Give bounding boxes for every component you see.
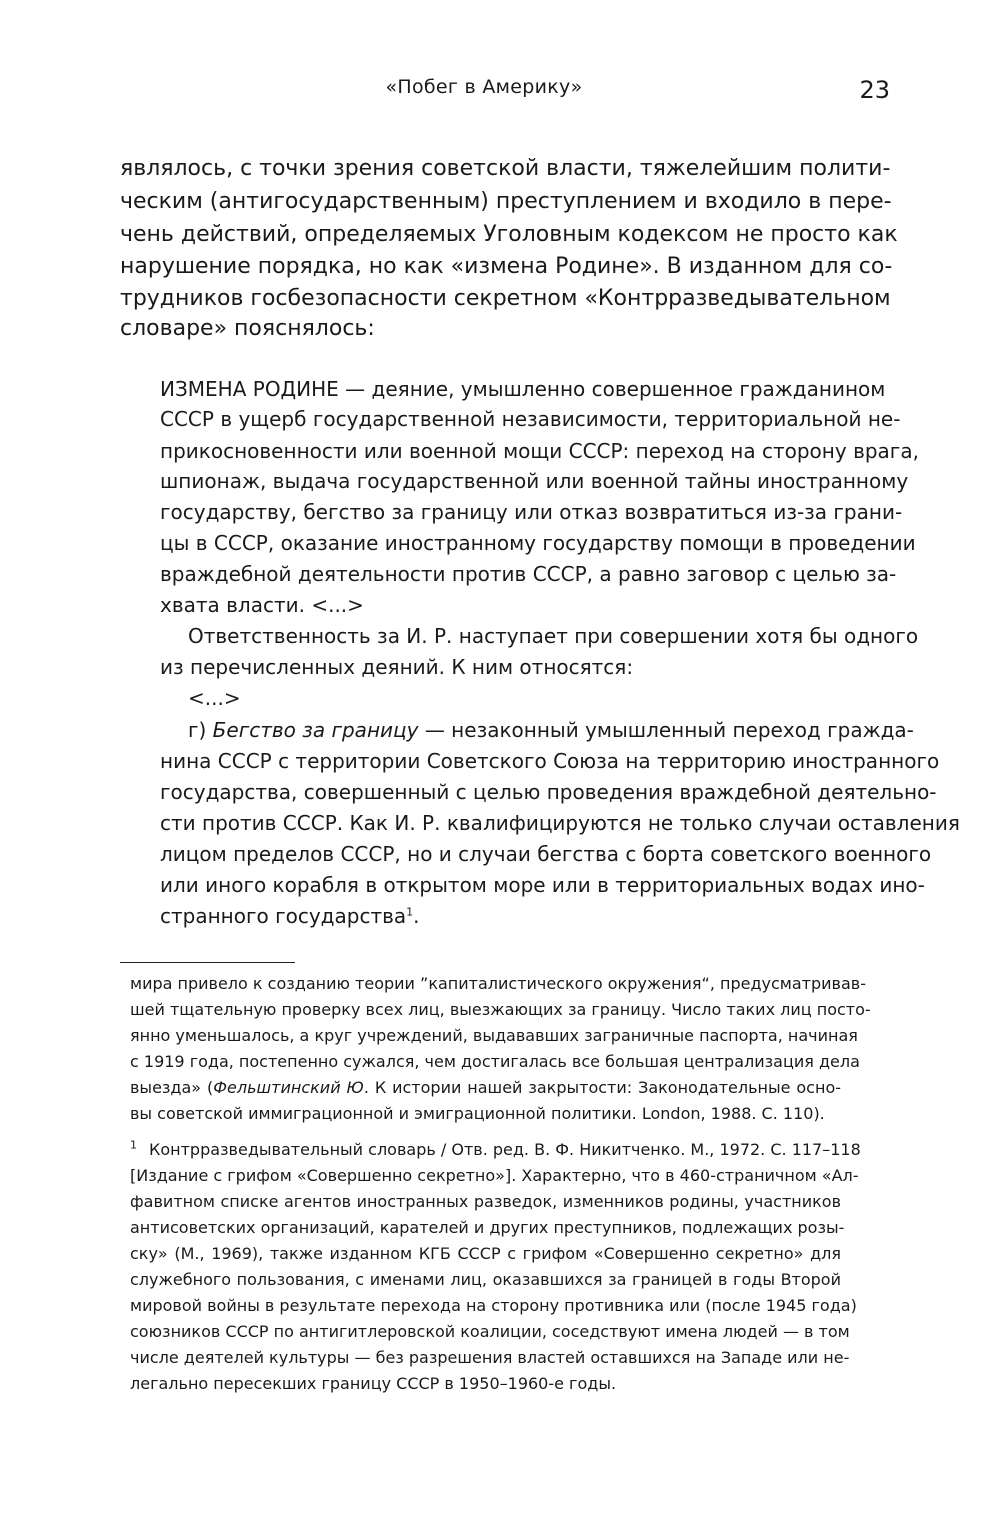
page-number: 23: [859, 76, 890, 104]
quote-text: .: [413, 904, 420, 928]
footnote-line: фавитном списке агентов иностранных разведок, изменников родины, участников: [130, 1192, 841, 1211]
footnote-text: Контрразведывательный словарь / Отв. ред. В. Ф. Никитченко. М., 1972. С. 117–118: [149, 1140, 861, 1159]
quote-line: лицом пределов СССР, но и случаи бегства с борта советского военного: [160, 842, 932, 866]
footnote-line: ску» (М., 1969), также изданном КГБ СССР с грифом «Совершенно секретно» для: [130, 1244, 841, 1263]
footnote-line: легально пересекших границу СССР в 1950–1960-е годы.: [130, 1374, 617, 1393]
footnote-line: шей тщательную проверку всех лиц, выезжающих за границу. Число таких лиц посто-: [130, 1000, 871, 1019]
quote-line: государства, совершенный с целью проведения враждебной деятельно-: [160, 780, 937, 804]
quote-line: [160, 901, 841, 932]
footnote-line: [130, 1075, 841, 1101]
footnote-line: янно уменьшалось, а круг учреждений, выдававших заграничные паспорта, начиная: [130, 1026, 858, 1045]
footnote-author-italic: Фельштинский Ю: [213, 1078, 364, 1097]
running-title: «Побег в Америку»: [385, 76, 583, 98]
quote-line: враждебной деятельности против СССР, а равно заговор с целью за-: [160, 562, 897, 586]
body-line: словаре» пояснялось:: [120, 316, 375, 341]
footnote-line: служебного пользования, с именами лиц, оказавшихся за границей в годы Второй: [130, 1270, 841, 1289]
footnote-marker: 1: [130, 1138, 137, 1152]
quote-ellipsis: <...>: [188, 686, 241, 710]
body-line: являлось, с точки зрения советской власти, тяжелейшим полити-: [120, 156, 891, 181]
footnote-ref[interactable]: 1: [406, 905, 414, 919]
quote-item-text: — незаконный умышленный переход гражда-: [418, 718, 914, 742]
quote-term-italic: Бегство за границу: [212, 718, 419, 742]
footnote-line: вы советской иммиграционной и эмиграционной политики. London, 1988. С. 110).: [130, 1104, 825, 1123]
footnote-line: [130, 1137, 861, 1163]
footnote-line: [Издание с грифом «Совершенно секретно»]. Характерно, что в 460-страничном «Ал-: [130, 1166, 859, 1185]
quote-line: из перечисленных деяний. К ним относятся:: [160, 655, 634, 679]
quote-line: хвата власти. <...>: [160, 593, 364, 617]
footnote-line: числе деятелей культуры — без разрешения властей оставшихся на Западе или не-: [130, 1348, 850, 1367]
quote-item-letter: г): [188, 718, 213, 742]
body-line: ческим (антигосударственным) преступлением и входило в пере-: [120, 189, 892, 214]
quote-line: Ответственность за И. Р. наступает при совершении хотя бы одного: [188, 624, 919, 648]
quote-line: нина СССР с территории Советского Союза на территорию иностранного: [160, 749, 940, 773]
quote-line: государству, бегство за границу или отказ возвратиться из-за грани-: [160, 500, 903, 524]
footnote-text: выезда» (: [130, 1078, 214, 1097]
body-line: нарушение порядка, но как «измена Родине». В изданном для со-: [120, 254, 893, 279]
footnote-line: с 1919 года, постепенно сужался, чем достигалась все большая централизация дела: [130, 1052, 860, 1071]
footnote-line: мировой войны в результате перехода на сторону противника или (после 1945 года): [130, 1296, 857, 1315]
footnote-line: союзников СССР по антигитлеровской коалиции, соседствуют имена людей — в том: [130, 1322, 850, 1341]
quote-line: прикосновенности или военной мощи СССР: переход на сторону врага,: [160, 439, 919, 463]
quote-line: ИЗМЕНА РОДИНЕ — деяние, умышленно совершенное гражданином: [160, 377, 886, 401]
footnote-line: мира привело к созданию теории ”капиталистического окружения“, предусматривав-: [130, 974, 866, 993]
quote-line: цы в СССР, оказание иностранному государству помощи в проведении: [160, 531, 916, 555]
footnote-divider: [120, 962, 295, 963]
quote-line: СССР в ущерб государственной независимости, территориальной не-: [160, 407, 901, 431]
quote-line: или иного корабля в открытом море или в территориальных водах ино-: [160, 873, 925, 897]
quote-line: [188, 715, 914, 746]
body-line: трудников госбезопасности секретном «Контрразведывательном: [120, 286, 891, 311]
footnote-text: . К истории нашей закрытости: Законодательные осно-: [363, 1078, 841, 1097]
footnote-line: антисоветских организаций, карателей и других преступников, подлежащих розы-: [130, 1218, 845, 1237]
quote-text: странного государства: [160, 904, 407, 928]
body-line: чень действий, определяемых Уголовным кодексом не просто как: [120, 222, 898, 247]
quote-line: сти против СССР. Как И. Р. квалифицируются не только случаи оставления: [160, 811, 960, 835]
quote-line: шпионаж, выдача государственной или военной тайны иностранному: [160, 469, 909, 493]
